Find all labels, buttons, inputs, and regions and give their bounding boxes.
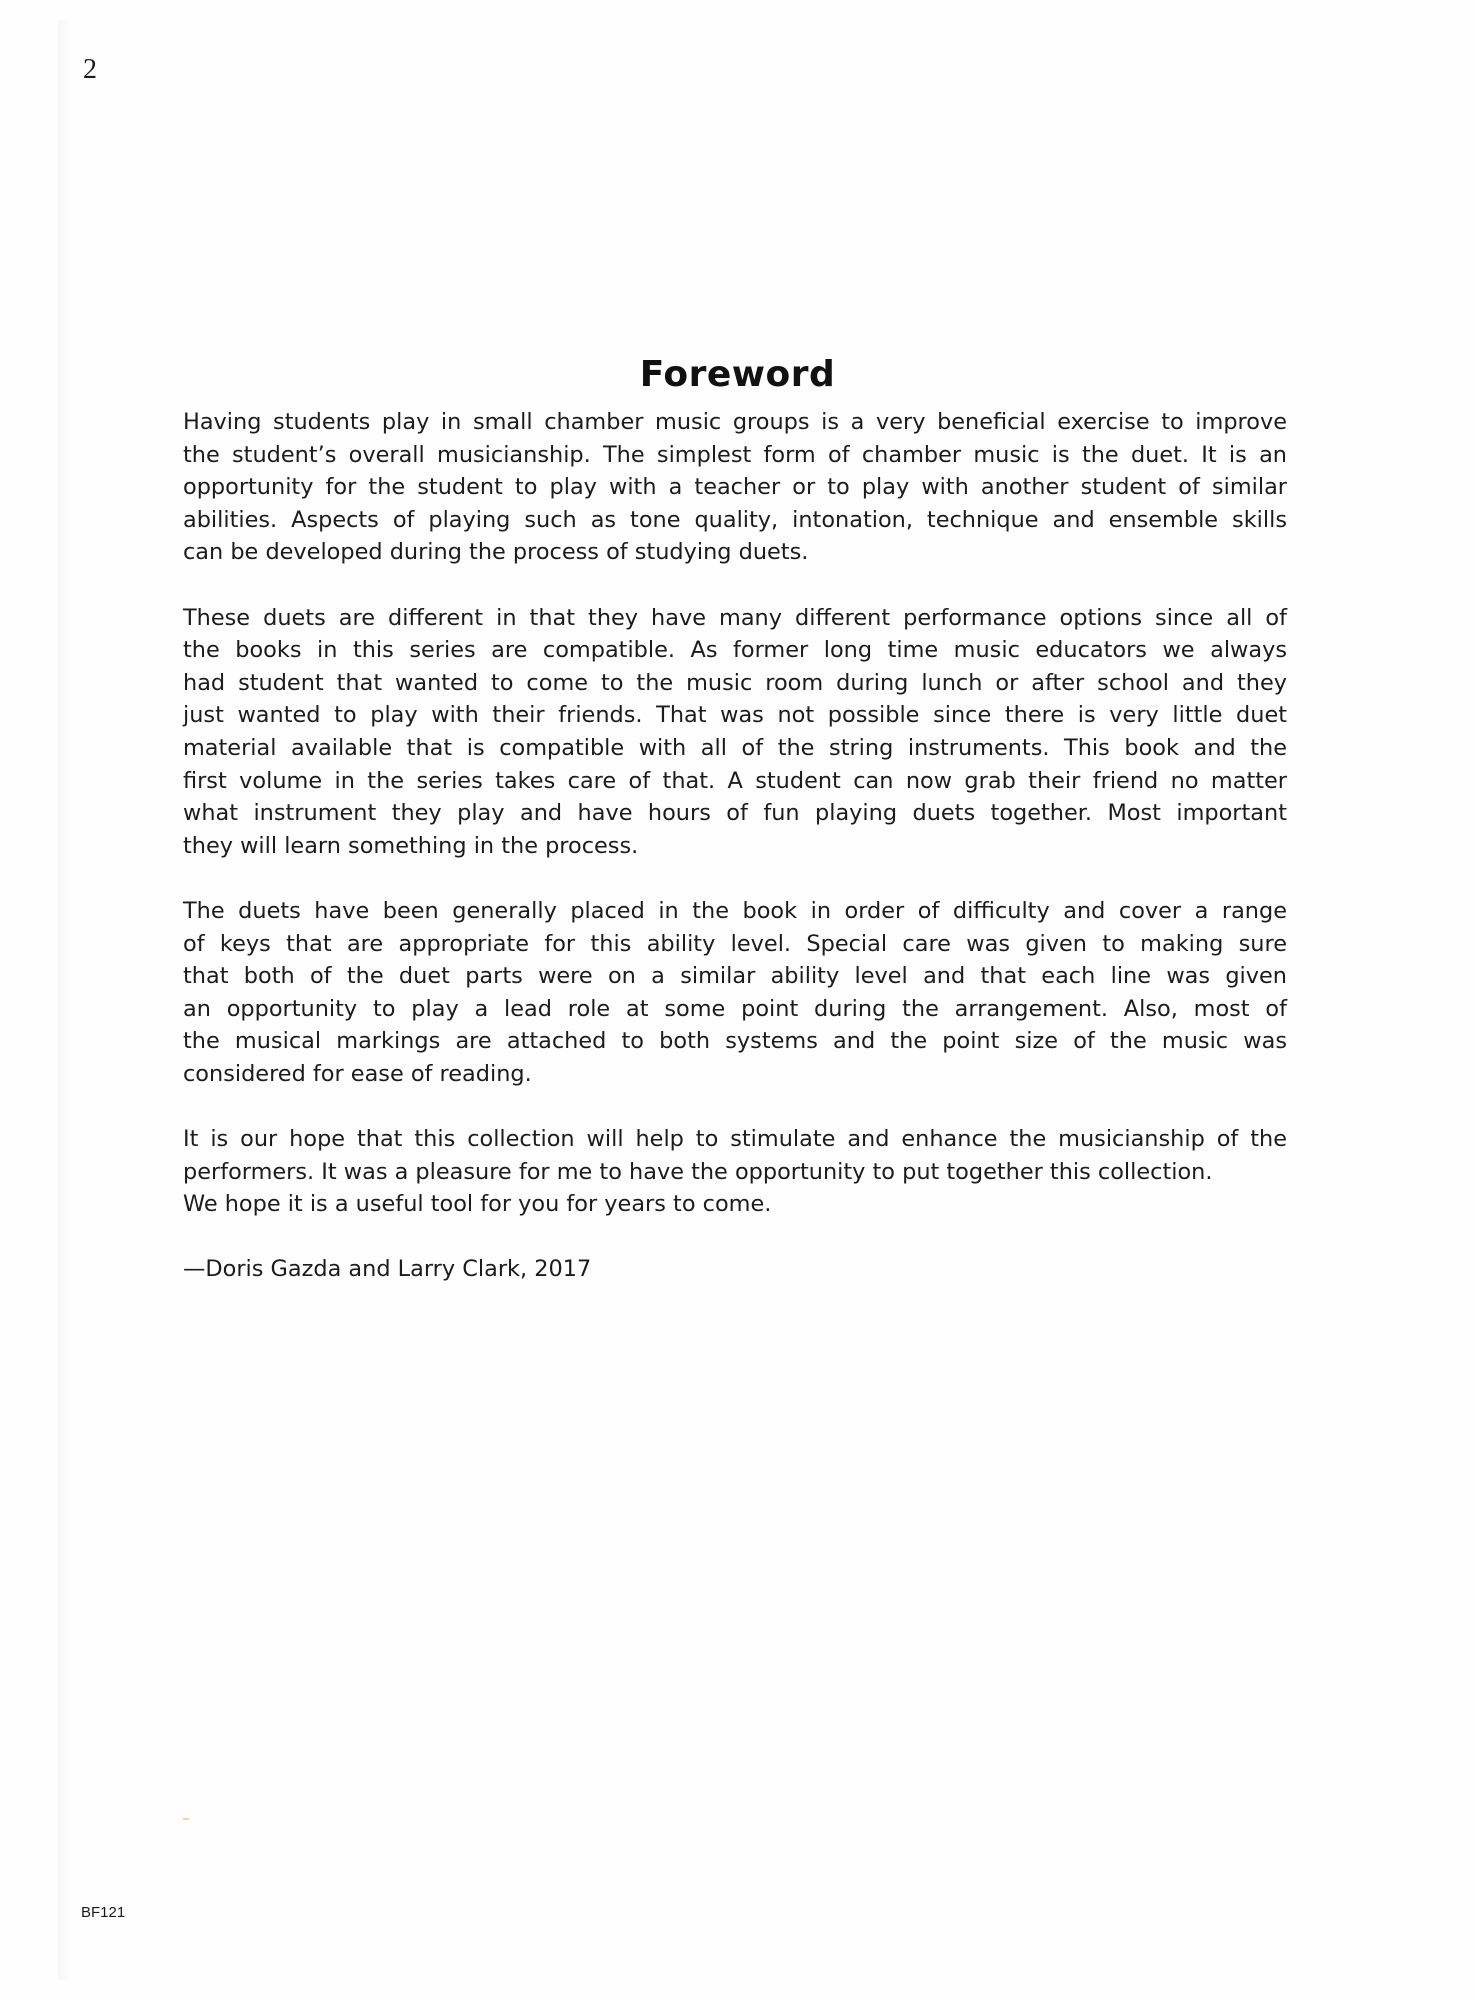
text-line: an opportunity to play a lead role at some point during the arrangement. Also, most of	[183, 995, 1287, 1022]
text-line: opportunity for the student to play with a teacher or to play with another student of similar	[183, 474, 1287, 501]
text-line: considered for ease of reading.	[183, 1060, 532, 1087]
text-line: Having students play in small chamber music groups is a very beneficial exercise to improve	[183, 409, 1287, 435]
paragraph-3	[183, 895, 1287, 1091]
text-line: performers. It was a pleasure for me to have the opportunity to put together this collection.	[183, 1158, 1213, 1185]
text-line: The duets have been generally placed in the book in order of difficulty and cover a range	[183, 897, 1287, 924]
paragraph-2	[183, 602, 1287, 863]
text-line: can be developed during the process of studying duets.	[183, 539, 809, 566]
paragraph-1	[183, 406, 1287, 569]
text-line: the student’s overall musicianship. The simplest form of chamber music is the duet. It is an	[183, 441, 1287, 468]
catalog-code: BF121	[81, 1904, 126, 1921]
text-line: abilities. Aspects of playing such as tone quality, intonation, technique and ensemble skills	[183, 506, 1287, 533]
text-line: material available that is compatible with all of the string instruments. This book and the	[183, 734, 1287, 761]
text-line: the musical markings are attached to both systems and the point size of the music was	[183, 1028, 1287, 1055]
paragraph-4	[183, 1123, 1287, 1221]
text-line: of keys that are appropriate for this ability level. Special care was given to making sure	[183, 930, 1287, 957]
text-line: had student that wanted to come to the music room during lunch or after school and they	[183, 669, 1287, 696]
text-line: first volume in the series takes care of that. A student can now grab their friend no matter	[183, 767, 1287, 794]
text-line: These duets are different in that they have many different performance options since all of	[183, 604, 1287, 631]
text-line: they will learn something in the process.	[183, 832, 639, 859]
print-speck	[183, 1818, 189, 1820]
page-edge-shadow	[58, 20, 68, 1980]
text-line: what instrument they play and have hours of fun playing duets together. Most important	[183, 800, 1287, 827]
page-number: 2	[83, 54, 97, 85]
foreword-body	[183, 406, 1287, 1286]
signature: —Doris Gazda and Larry Clark, 2017	[183, 1256, 592, 1283]
text-line: just wanted to play with their friends. That was not possible since there is very little duet	[183, 702, 1287, 729]
text-line: We hope it is a useful tool for you for years to come.	[183, 1191, 772, 1218]
text-line: the books in this series are compatible. As former long time music educators we always	[183, 637, 1287, 664]
page-title: Foreword	[639, 354, 836, 396]
text-line: that both of the duet parts were on a similar ability level and that each line was given	[183, 963, 1287, 990]
text-line: It is our hope that this collection will help to stimulate and enhance the musicianship of the	[183, 1126, 1287, 1153]
